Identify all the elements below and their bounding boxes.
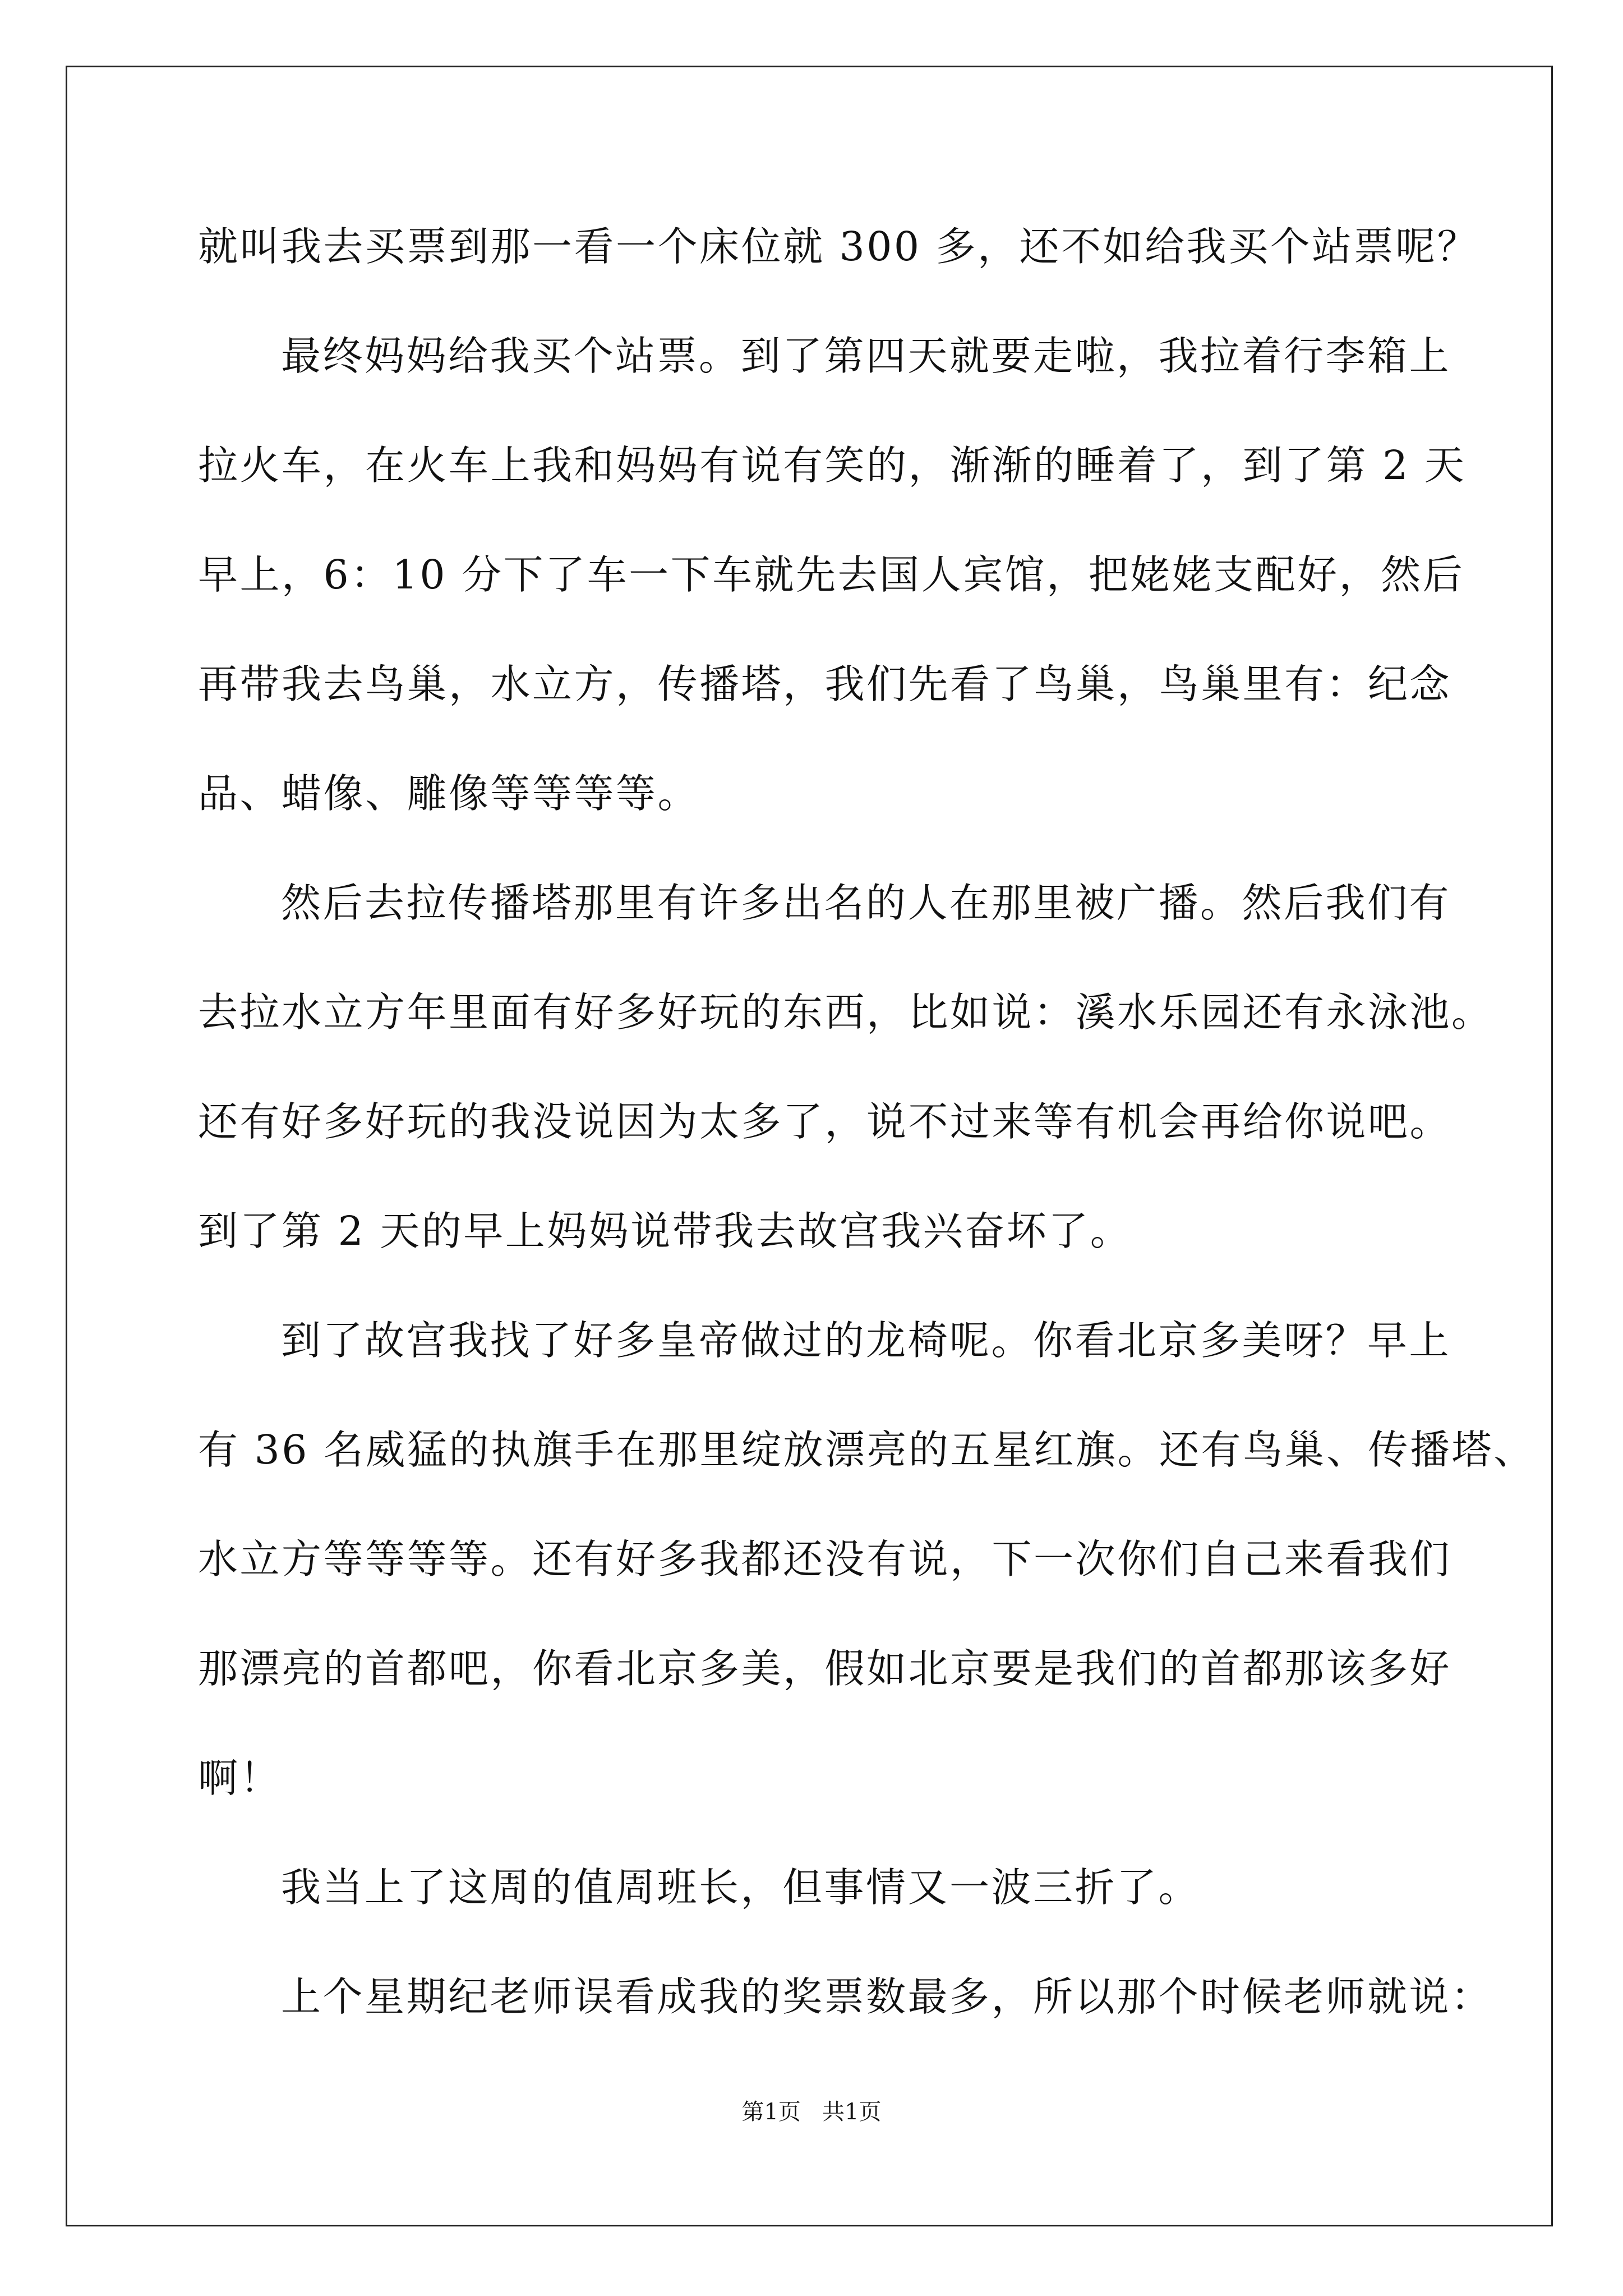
text-line-16: 我当上了这周的值周班长，但事情又一波三折了。 <box>281 1864 1201 1911</box>
text-line-15: 啊！ <box>198 1755 282 1801</box>
text-line-10: 到了第 2 天的早上妈妈说带我去故宫我兴奋坏了。 <box>198 1208 1132 1254</box>
text-line-13: 水立方等等等等。还有好多我都还没有说，下一次你们自己来看我们 <box>198 1536 1452 1582</box>
text-line-6: 品、蜡像、雕像等等等等。 <box>198 770 700 817</box>
text-line-5: 再带我去鸟巢，水立方，传播塔，我们先看了鸟巢，鸟巢里有：纪念 <box>198 661 1452 707</box>
text-line-3: 拉火车，在火车上我和妈妈有说有笑的，渐渐的睡着了，到了第 2 天 <box>198 442 1467 489</box>
text-line-14: 那漂亮的首都吧，你看北京多美，假如北京要是我们的首都那该多好 <box>198 1645 1452 1692</box>
text-line-2: 最终妈妈给我买个站票。到了第四天就要走啦，我拉着行李箱上 <box>281 333 1451 379</box>
text-line-1: 就叫我去买票到那一看一个床位就 300 多，还不如给我买个站票呢？ <box>198 223 1479 270</box>
text-line-8: 去拉水立方年里面有好多好玩的东西，比如说：溪水乐园还有永泳池。 <box>198 989 1493 1036</box>
text-line-17: 上个星期纪老师误看成我的奖票数最多，所以那个时候老师就说： <box>281 1973 1493 2020</box>
page-footer: 第1页 共1页 <box>741 2099 882 2125</box>
text-line-4: 早上，6：10 分下了车一下车就先去国人宾馆，把姥姥支配好，然后 <box>198 551 1465 598</box>
text-line-11: 到了故宫我找了好多皇帝做过的龙椅呢。你看北京多美呀？早上 <box>281 1317 1451 1364</box>
text-line-7: 然后去拉传播塔那里有许多出名的人在那里被广播。然后我们有 <box>281 880 1451 926</box>
text-line-12: 有 36 名威猛的执旗手在那里绽放漂亮的五星红旗。还有鸟巢、传播塔、 <box>198 1427 1536 1473</box>
text-line-9: 还有好多好玩的我没说因为太多了，说不过来等有机会再给你说吧。 <box>198 1098 1452 1145</box>
